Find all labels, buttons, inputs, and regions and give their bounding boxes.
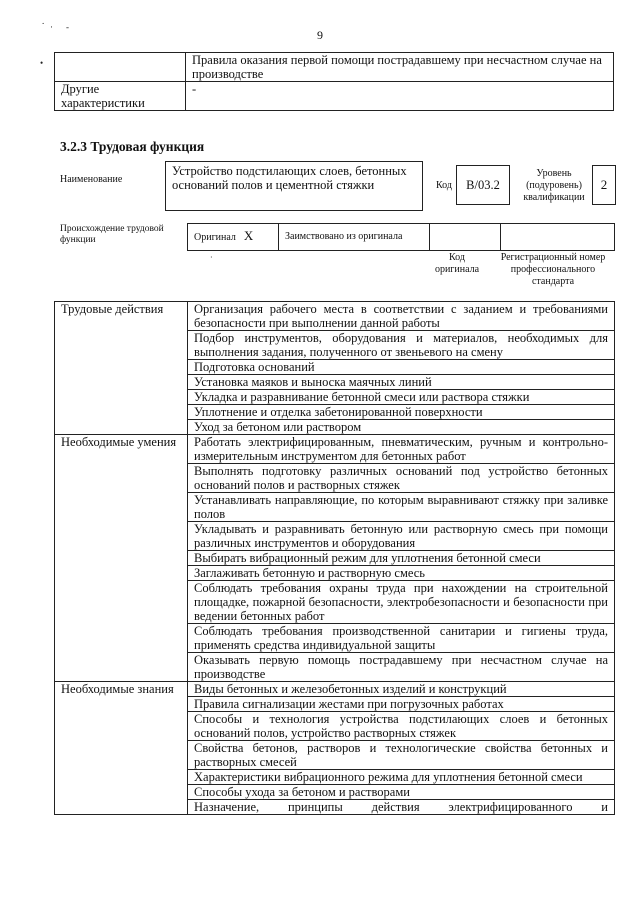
- function-code-box: B/03.2: [456, 165, 510, 205]
- item-cell: Установка маяков и выноска маячных линий: [188, 375, 615, 390]
- table-row: [55, 360, 615, 375]
- top-table-value: Правила оказания первой помощи пострадавшему при несчастном случае на производстве: [186, 53, 614, 82]
- category-cell: [55, 522, 188, 551]
- reg-number-cell: [501, 224, 615, 251]
- table-row: [55, 464, 615, 493]
- category-cell: [55, 566, 188, 581]
- top-table-label: Другие характеристики: [55, 82, 186, 111]
- item-cell: Укладывать и разравнивать бетонную или растворную смесь при помощи различных инструментов и оборудования: [188, 522, 615, 551]
- category-cell: [55, 331, 188, 360]
- category-cell: Необходимые знания: [55, 682, 188, 697]
- table-row: [55, 435, 615, 464]
- table-row: [55, 741, 615, 770]
- category-cell: [55, 551, 188, 566]
- item-cell: Устанавливать направляющие, по которым выравнивают стяжку при заливке полов: [188, 493, 615, 522]
- table-row: [55, 331, 615, 360]
- item-cell: Виды бетонных и железобетонных изделий и конструкций: [188, 682, 615, 697]
- table-row: [55, 420, 615, 435]
- top-table-value: -: [186, 82, 614, 111]
- category-cell: [55, 800, 188, 815]
- section-heading: 3.2.3 Трудовая функция: [60, 139, 205, 154]
- table-row: [55, 581, 615, 624]
- origin-label: Происхождение трудовой функции: [60, 224, 164, 245]
- function-details-table: [54, 301, 615, 815]
- table-row: [55, 712, 615, 741]
- name-label: Наименование: [60, 174, 123, 185]
- table-row: [55, 522, 615, 551]
- category-cell: [55, 360, 188, 375]
- category-cell: [55, 741, 188, 770]
- table-row: [55, 566, 615, 581]
- item-cell: Соблюдать требования производственной санитарии и гигиены труда, применять средства индивидуальной защиты: [188, 624, 615, 653]
- category-cell: [55, 493, 188, 522]
- item-cell: Характеристики вибрационного режима для уплотнения бетонной смеси: [188, 770, 615, 785]
- category-cell: [55, 464, 188, 493]
- table-row: [55, 405, 615, 420]
- code-original-cell: [430, 224, 501, 251]
- item-cell: Правила сигнализации жестами при погрузочных работах: [188, 697, 615, 712]
- table-row: [55, 624, 615, 653]
- item-cell: Организация рабочего места в соответствии с заданием и требованиями безопасности при выполнении данной работы: [188, 302, 615, 331]
- category-cell: [55, 770, 188, 785]
- item-cell: Свойства бетонов, растворов и технологические свойства бетонных и растворных смесей: [188, 741, 615, 770]
- original-cell: [188, 224, 279, 251]
- qualification-level-box: 2: [592, 165, 616, 205]
- table-row: [55, 302, 615, 331]
- table-row: [55, 390, 615, 405]
- table-row: [55, 800, 615, 815]
- table-row: [55, 375, 615, 390]
- table-row: [55, 551, 615, 566]
- origin-row: [188, 224, 615, 251]
- item-cell: Способы ухода за бетоном и растворами: [188, 785, 615, 800]
- function-name-box: Устройство подстилающих слоев, бетонных оснований полов и цементной стяжки: [165, 161, 423, 211]
- scan-speck: ·: [210, 253, 213, 262]
- category-cell: [55, 785, 188, 800]
- category-cell: [55, 375, 188, 390]
- qualification-level-label: Уровень (подуровень) квалификации: [523, 168, 585, 203]
- original-mark: X: [243, 228, 254, 243]
- category-cell: [55, 581, 188, 624]
- top-table-row: [55, 53, 614, 82]
- table-row: [55, 785, 615, 800]
- item-cell: Подбор инструментов, оборудования и материалов, необходимых для выполнения задания, полученного от звеньевого на смену: [188, 331, 615, 360]
- top-table: [54, 52, 614, 111]
- table-row: [55, 697, 615, 712]
- category-cell: [55, 653, 188, 682]
- table-row: [55, 493, 615, 522]
- category-cell: [55, 624, 188, 653]
- category-cell: [55, 420, 188, 435]
- code-original-caption: Код оригинала: [434, 252, 480, 275]
- item-cell: Способы и технология устройства подстилающих слоев и бетонных оснований полов, устройство растворных стяжек: [188, 712, 615, 741]
- origin-table: [187, 223, 615, 251]
- code-label: Код: [436, 180, 452, 191]
- item-cell: Подготовка оснований: [188, 360, 615, 375]
- item-cell: Назначение, принципы действия электрифицированного и: [188, 800, 615, 815]
- category-cell: [55, 697, 188, 712]
- item-cell: Уход за бетоном или раствором: [188, 420, 615, 435]
- item-cell: Выбирать вибрационный режим для уплотнения бетонной смеси: [188, 551, 615, 566]
- original-label: Оригинал: [194, 232, 236, 243]
- item-cell: Соблюдать требования охраны труда при нахождении на строительной площадке, пожарной безопасности, электробезопасности и безопасности при ведении бетонных работ: [188, 581, 615, 624]
- table-row: [55, 682, 615, 697]
- category-cell: [55, 405, 188, 420]
- category-cell: Необходимые умения: [55, 435, 188, 464]
- table-row: [55, 653, 615, 682]
- item-cell: Выполнять подготовку различных оснований под устройство бетонных оснований полов и растворных стяжек: [188, 464, 615, 493]
- item-cell: Уплотнение и отделка забетонированной поверхности: [188, 405, 615, 420]
- category-cell: [55, 712, 188, 741]
- borrowed-cell: Заимствовано из оригинала: [279, 224, 430, 251]
- category-cell: [55, 390, 188, 405]
- item-cell: Укладка и разравнивание бетонной смеси или раствора стяжки: [188, 390, 615, 405]
- item-cell: Работать электрифицированным, пневматическим, ручным и контрольно-измерительным инструментом для бетонных работ: [188, 435, 615, 464]
- table-row: [55, 770, 615, 785]
- page-number: 9: [317, 28, 323, 42]
- top-table-label: [55, 53, 186, 82]
- category-cell: Трудовые действия: [55, 302, 188, 331]
- reg-number-caption: Регистрационный номер профессионального стандарта: [500, 252, 606, 287]
- top-table-row: [55, 82, 614, 111]
- item-cell: Оказывать первую помощь пострадавшему при несчастном случае на производстве: [188, 653, 615, 682]
- item-cell: Заглаживать бетонную и растворную смесь: [188, 566, 615, 581]
